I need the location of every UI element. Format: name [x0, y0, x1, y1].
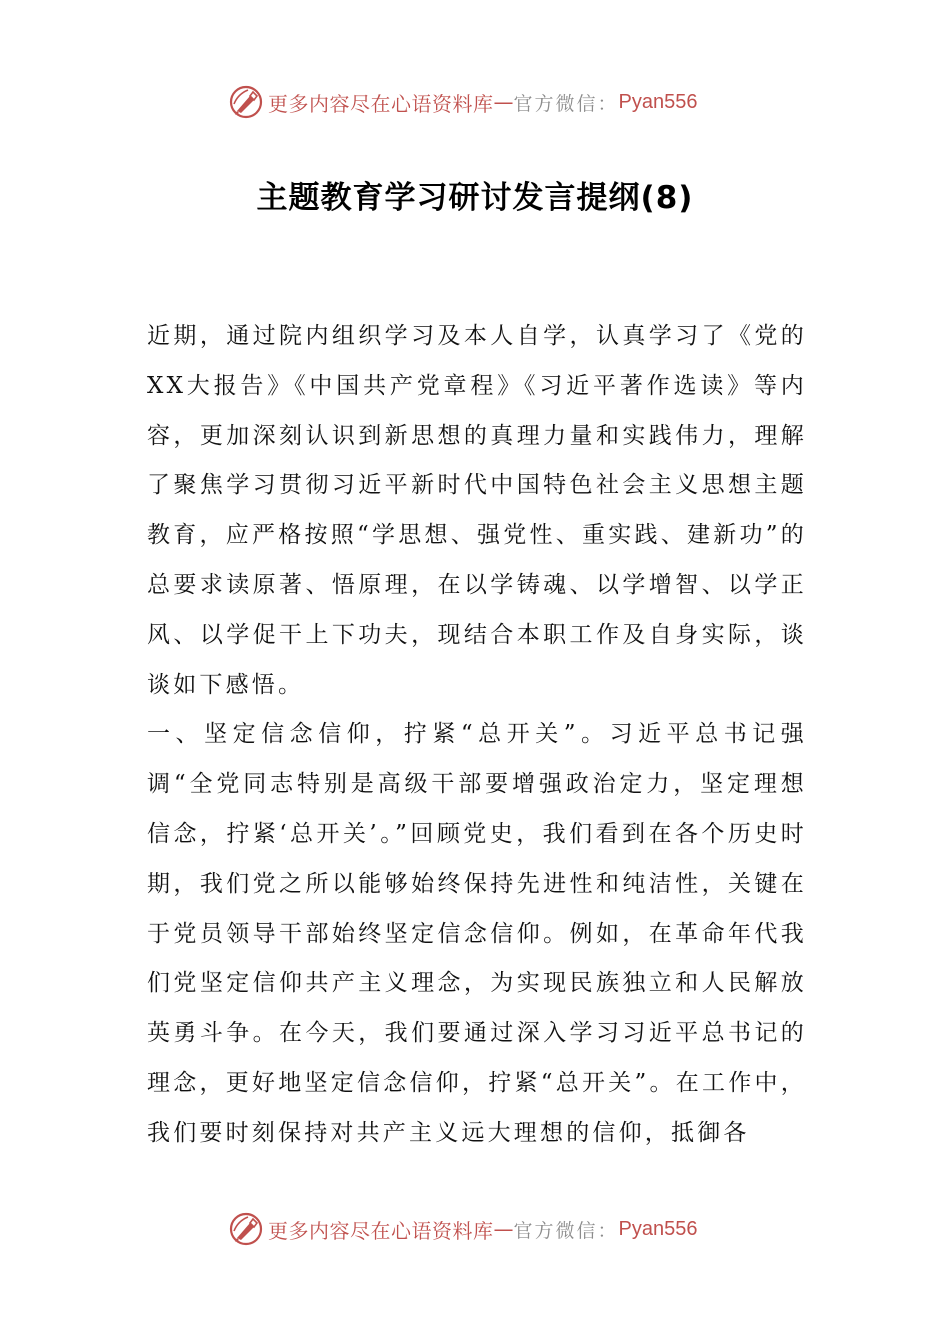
watermark-wechat-id: Pyan556: [618, 1217, 698, 1240]
paragraph-section-one: 一、坚定信念信仰，拧紧“总开关”。习近平总书记强调“全党同志特别是高级干部要增强政治定力，坚定理想信念，拧紧‘总开关’。”回顾党史，我们看到在各个历史时期，我们党之所以能够始终保持先进性和纯洁性，关键在于党员领导干部始终坚定信念信仰。例如，在革命年代我们党坚定信仰共产主义理念，为实现民族独立和人民解放英勇斗争。在今天，我们要通过深入学习习近平总书记的理念，更好地坚定信念信仰，拧紧“总开关”。在工作中，我们要时刻保持对共产主义远大理想的信仰，抵御各: [147, 721, 807, 1146]
paragraph-intro: 近期，通过院内组织学习及本人自学，认真学习了《党的XX大报告》《中国共产党章程》《习近平著作选读》等内容，更加深刻认识到新思想的真理力量和实践伟力，理解了聚焦学习贯彻习近平新时代中国特色社会主义思想主题教育，应严格按照“学思想、强党性、重实践、建新功”的总要求读原著、悟原理，在以学铸魂、以学增智、以学正风、以学促干上下功夫，现结合本职工作及自身实际，谈谈如下感悟。: [147, 323, 807, 698]
document-title: 主题教育学习研讨发言提纲(8): [256, 180, 694, 216]
pen-nib-logo-icon: [228, 1211, 264, 1247]
watermark-dash: —: [493, 1217, 514, 1241]
watermark-site-text: 更多内容尽在心语资料库: [268, 1218, 494, 1243]
watermark-site-text: 更多内容尽在心语资料库: [268, 91, 494, 116]
footer-watermark: [228, 1209, 697, 1249]
watermark-wechat-id: Pyan556: [618, 90, 698, 113]
watermark-dash: —: [493, 90, 514, 114]
document-body: [147, 312, 807, 1159]
watermark-wechat-label: 官方微信：: [513, 92, 619, 115]
header-watermark: [228, 82, 697, 122]
watermark-wechat-label: 官方微信：: [513, 1219, 619, 1242]
pen-nib-logo-icon: [228, 84, 264, 120]
